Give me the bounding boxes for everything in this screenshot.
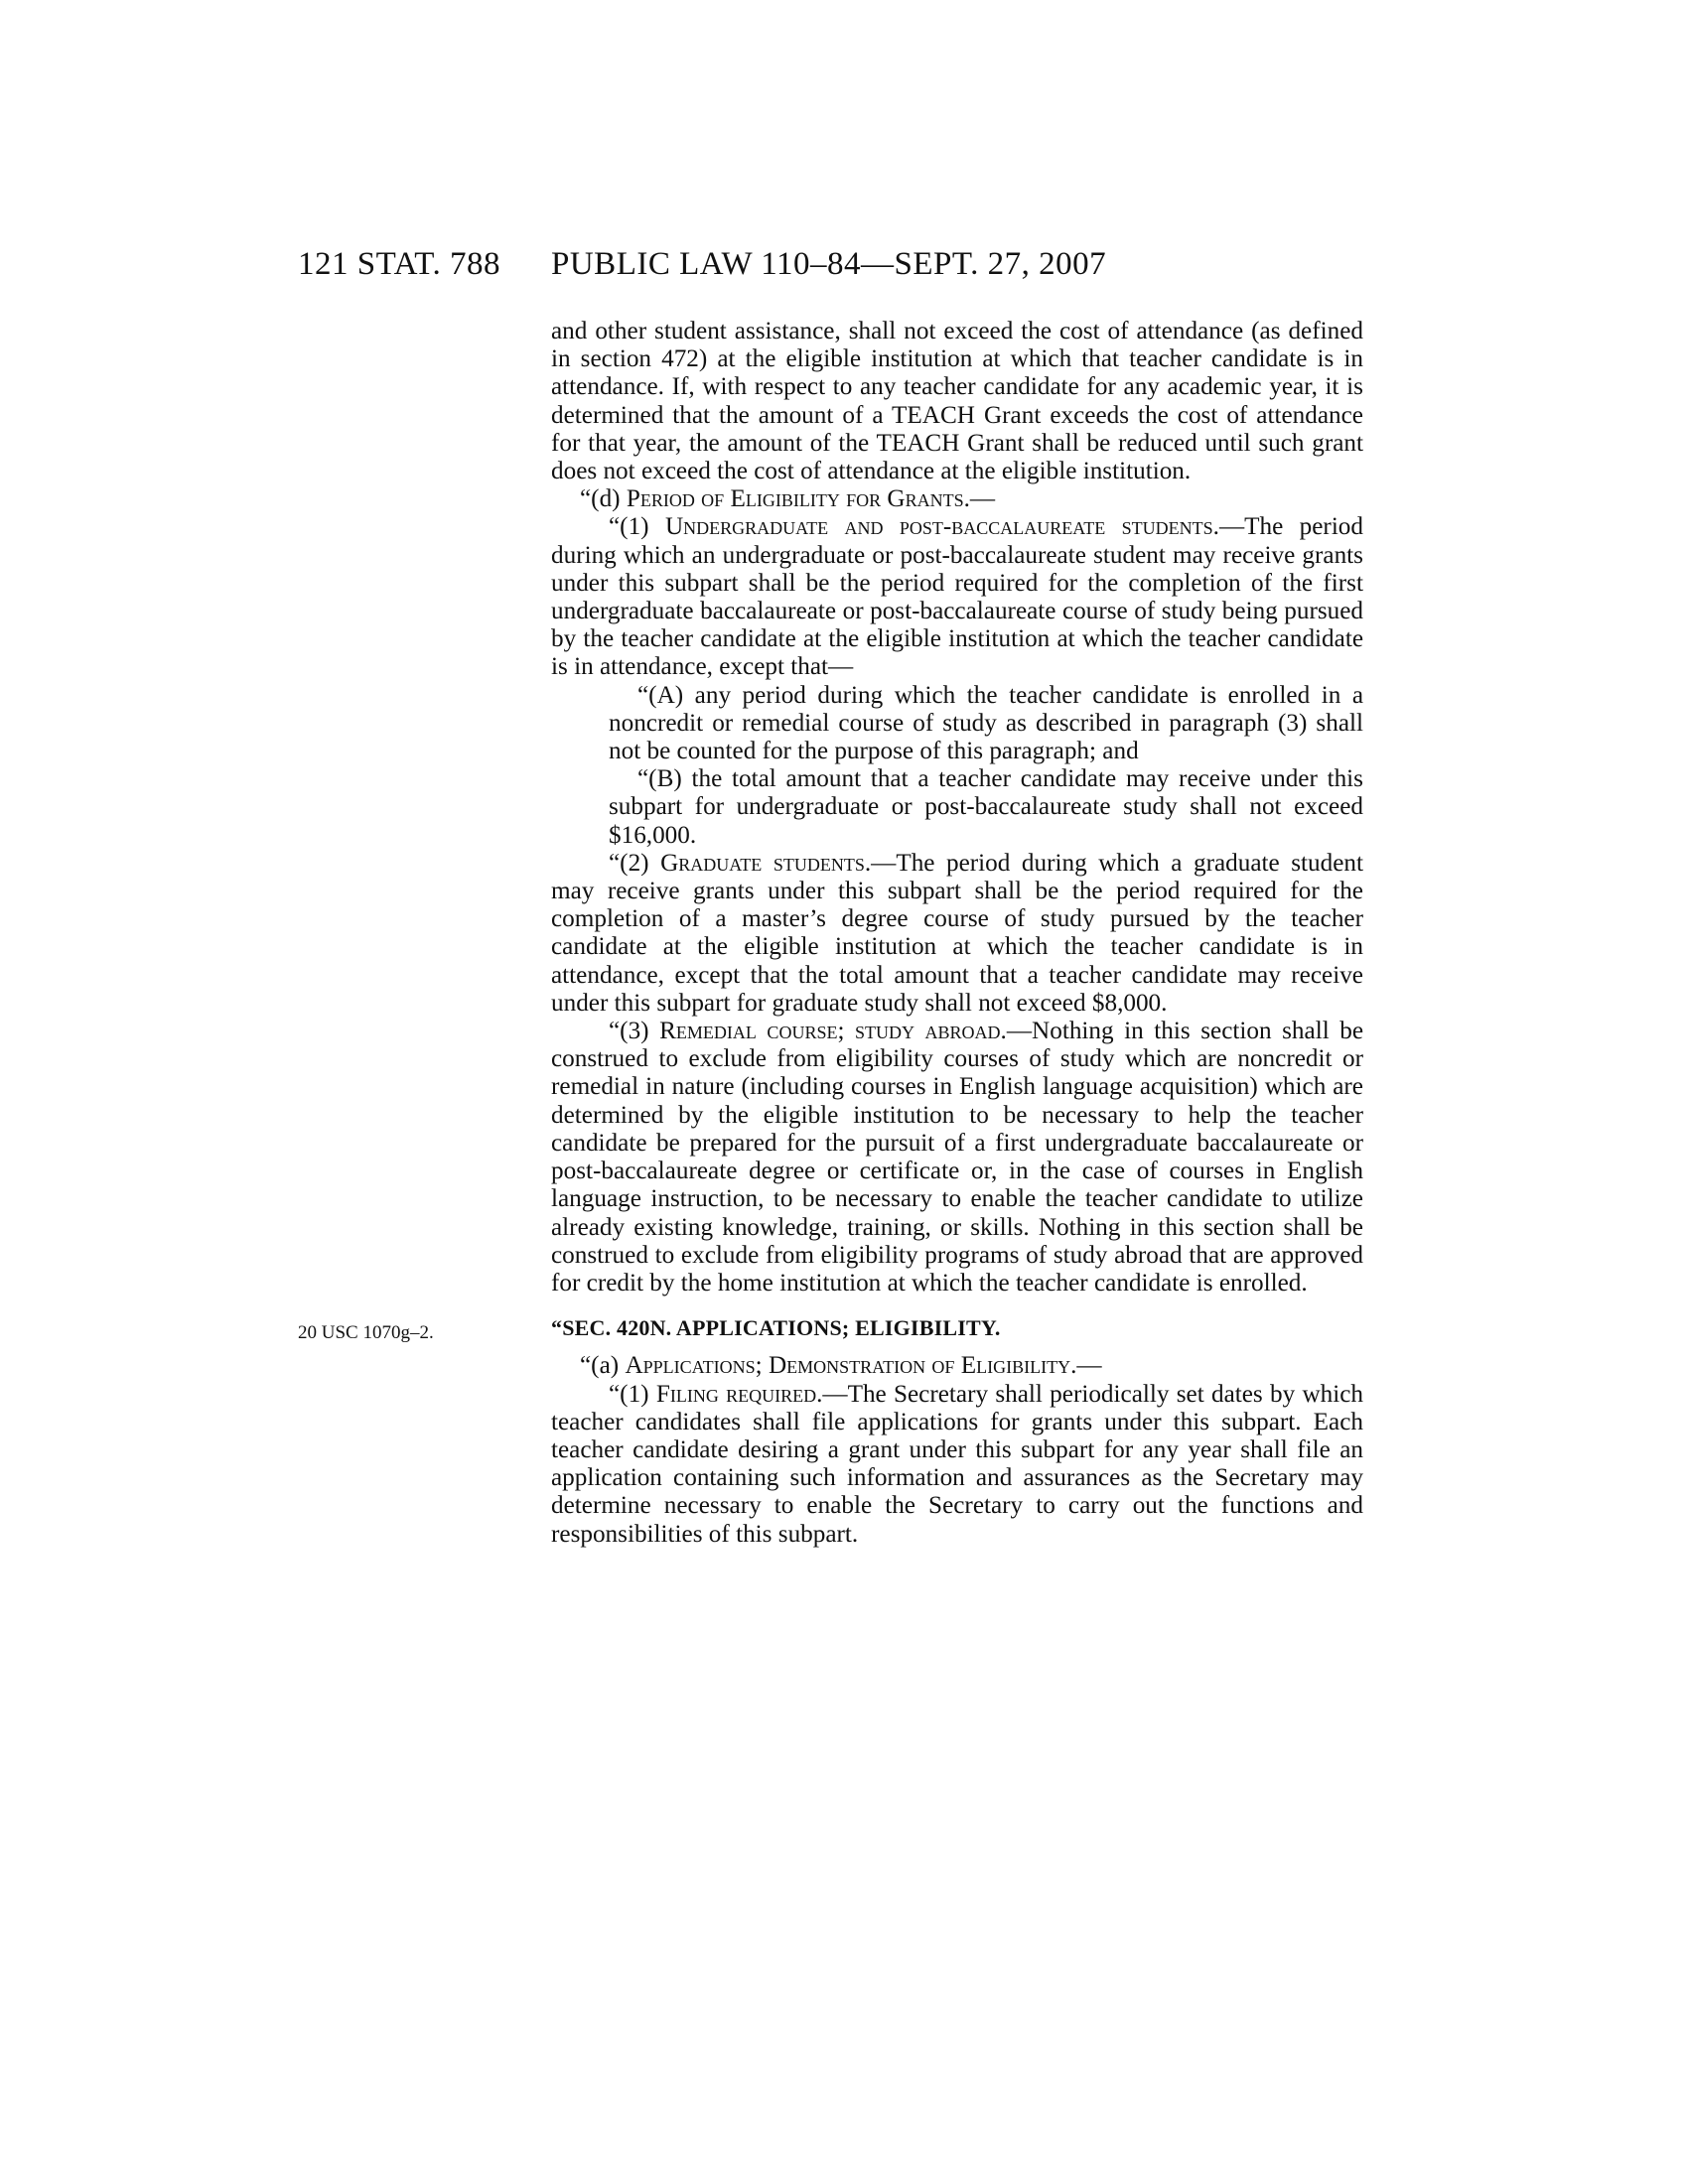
paragraph-d2-title: Graduate students. — [660, 849, 872, 877]
public-law-title: PUBLIC LAW 110–84—SEPT. 27, 2007 — [551, 246, 1107, 282]
paragraph-d3-label: “(3) — [609, 1018, 649, 1045]
subsection-d-heading — [551, 485, 1363, 513]
subsection-d-title: Period of Eligibility for Grants.— — [626, 485, 996, 513]
paragraph-d1-title: Undergraduate and post-baccalaureate students. — [664, 513, 1219, 541]
subsection-d-label: “(d) — [580, 485, 621, 513]
document-body — [298, 318, 1364, 1549]
section-420n-row — [298, 1314, 1363, 1344]
paragraph-a1-text: —The Secretary shall periodically set dates by which teacher candidates shall file applications for grants under this subpart. Each teacher candidate desiring a grant under this subpart for any year shall file an application containing such information and assurances as the Secretary may determine necessary to enable the Secretary to carry out the functions and responsibilities of this subpart. — [551, 1380, 1363, 1548]
paragraph-d2 — [551, 850, 1363, 1018]
paragraph-d1-text: —The period during which an undergraduate or post-baccalaureate student may receive grants under this subpart shall be the period required for the completion of the first undergraduate baccalaureate or post-baccalaureate course of study being pursued by the teacher candidate at the eligible institution at which the teacher candidate is in attendance, except that— — [551, 513, 1363, 681]
usc-margin-note: 20 USC 1070g–2. — [298, 1322, 434, 1344]
paragraph-d2-text: —The period during which a graduate student may receive grants under this subpart shall be the period required for the completion of a master’s degree course of study pursued by the teacher candidate at the eligible institution at which the teacher candidate is in attendance, except that the total amount that a teacher candidate may receive under this subpart for graduate study shall not exceed $8,000. — [551, 849, 1364, 1017]
paragraph-d1 — [551, 513, 1363, 681]
paragraph-a1-title: Filing required. — [655, 1380, 823, 1408]
clause-d1-b: “(B) the total amount that a teacher candidate may receive under this subpart for undergraduate or post-baccalaureate study shall not exceed $16,000. — [609, 765, 1363, 849]
paragraph-d1-label: “(1) — [609, 513, 649, 541]
paragraph-d3-title: Remedial course; study abroad. — [659, 1018, 1007, 1045]
clause-d1-a: “(A) any period during which the teacher candidate is enrolled in a noncredit or remedial course of study as described in paragraph (3) shall not be counted for the purpose of this paragraph; and — [609, 681, 1363, 765]
paragraph-a1 — [551, 1381, 1363, 1549]
paragraph-a1-label: “(1) — [609, 1380, 649, 1408]
paragraph-d3-text: —Nothing in this section shall be construed to exclude from eligibility courses of study which are noncredit or remedial in nature (including courses in English language acquisition) which are determined by the eligible institution to be necessary to help the teacher candidate be prepared for the pursuit of a first undergraduate baccalaureate or post-baccalaureate degree or certificate or, in the case of courses in English language instruction, to be necessary to enable the teacher candidate to utilize already existing knowledge, training, or skills. Nothing in this section shall be construed to exclude from eligibility programs of study abroad that are approved for credit by the home institution at which the teacher candidate is enrolled. — [551, 1018, 1364, 1297]
subsection-a-heading — [551, 1352, 1363, 1380]
paragraph-d2-label: “(2) — [609, 849, 649, 877]
paragraph-d3 — [551, 1018, 1363, 1297]
subsection-a-label: “(a) — [580, 1352, 620, 1380]
paragraph-cost-of-attendance: and other student assistance, shall not exceed the cost of attendance (as defined in section 472) at the eligible institution at which that teacher candidate is in attendance. If, with respect to any teacher candidate for any academic year, it is determined that the amount of a TEACH Grant exceeds the cost of attendance for that year, the amount of the TEACH Grant shall be reduced until such grant does not exceed the cost of attendance at the eligible institution. — [551, 318, 1363, 485]
subsection-a-title: Applications; Demonstration of Eligibility.— — [625, 1352, 1102, 1380]
page-header — [0, 246, 1688, 292]
section-420n-heading: “SEC. 420N. APPLICATIONS; ELIGIBILITY. — [551, 1315, 1001, 1341]
stat-citation: 121 STAT. 788 — [298, 246, 501, 282]
